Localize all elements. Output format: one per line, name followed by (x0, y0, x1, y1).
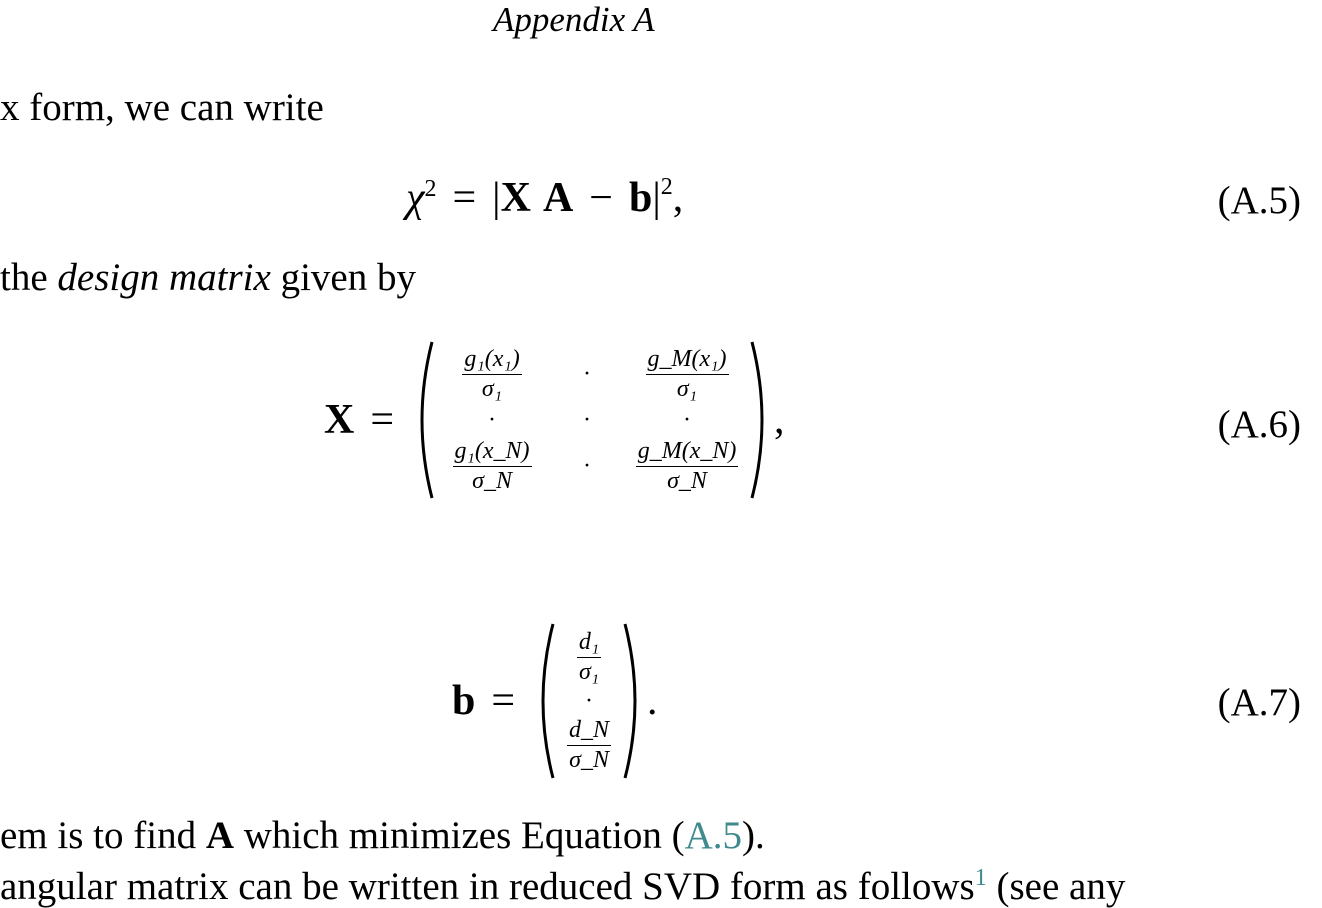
matrix-fraction (462, 346, 521, 402)
matrix-dot: · (583, 406, 592, 433)
vector-b: b (628, 175, 653, 221)
design-matrix-term: design matrix (57, 256, 271, 299)
text-line-4 (0, 866, 1125, 906)
text-line-3-mid: which minimizes Equation ( (234, 814, 685, 857)
text-line-1: x form, we can write (0, 86, 324, 129)
equation-a7 (452, 622, 658, 780)
matrix-fraction (636, 438, 739, 494)
comma: , (774, 397, 785, 443)
text-line-3-post: ). (742, 814, 765, 857)
equation-a5 (406, 174, 683, 222)
fraction-denominator: σ_N (472, 467, 512, 494)
text-line-4-post: (see any (986, 865, 1126, 908)
matrix-dot: · (583, 452, 592, 479)
vector-a-inline: A (205, 814, 234, 857)
text-line-2 (0, 258, 416, 297)
minus-sign: − (589, 175, 613, 221)
page-header: Appendix A (493, 0, 655, 39)
text-line-2-post: given by (270, 256, 416, 299)
matrix-x: X (500, 175, 531, 221)
equation-a6 (324, 340, 785, 500)
matrix-x-lhs: X (324, 397, 355, 443)
fraction-numerator: d_N (567, 717, 611, 745)
equation-number-a7: (A.7) (1217, 681, 1301, 724)
left-paren (531, 622, 557, 780)
fraction-numerator: g₁(x₁) (462, 346, 521, 374)
matrix-dot: · (585, 687, 594, 714)
equation-reference-link[interactable]: A.5 (684, 814, 742, 857)
fraction-numerator: g_M(x_N) (636, 438, 739, 466)
equation-number-a5: (A.5) (1217, 179, 1301, 222)
chi-symbol: χ (406, 175, 425, 221)
equals-sign: = (370, 397, 395, 443)
fraction-numerator: d₁ (577, 629, 601, 657)
norm-exponent: 2 (660, 173, 673, 200)
matrix-fraction (577, 629, 601, 685)
right-paren (748, 340, 774, 500)
text-line-3-pre: em is to find (0, 814, 206, 857)
right-paren (621, 622, 647, 780)
matrix-dot: · (583, 360, 592, 387)
fraction-numerator: g_M(x₁) (646, 346, 729, 374)
text-line-2-pre: the (0, 256, 58, 299)
chi-exponent: 2 (424, 175, 437, 202)
fraction-denominator: σ₁ (676, 375, 698, 402)
matrix-fraction (453, 438, 532, 494)
equation-number-a6: (A.6) (1217, 403, 1301, 446)
text-line-4-main: angular matrix can be written in reduced SVD form as follows (0, 865, 975, 908)
matrix-fraction (567, 717, 611, 773)
equals-sign: = (491, 678, 516, 724)
matrix-fraction (646, 346, 729, 402)
left-paren (410, 340, 436, 500)
matrix-dot: · (683, 406, 692, 433)
abs-open: | (492, 175, 501, 221)
fraction-numerator: g₁(x_N) (453, 438, 532, 466)
fraction-denominator: σ₁ (578, 658, 600, 685)
vector-b-lhs: b (452, 678, 476, 724)
abs-close: | (652, 175, 661, 221)
equals-sign: = (452, 175, 477, 221)
vector-b-grid (561, 628, 617, 774)
text-line-3 (0, 816, 765, 855)
fraction-denominator: σ_N (569, 746, 609, 773)
comma: , (672, 175, 684, 221)
vector-a: A (542, 175, 574, 221)
footnote-marker[interactable]: 1 (974, 865, 987, 891)
fraction-denominator: σ₁ (481, 375, 503, 402)
matrix-dot: · (488, 406, 497, 433)
design-matrix-grid (442, 343, 742, 497)
period: . (647, 678, 658, 724)
fraction-denominator: σ_N (667, 467, 707, 494)
